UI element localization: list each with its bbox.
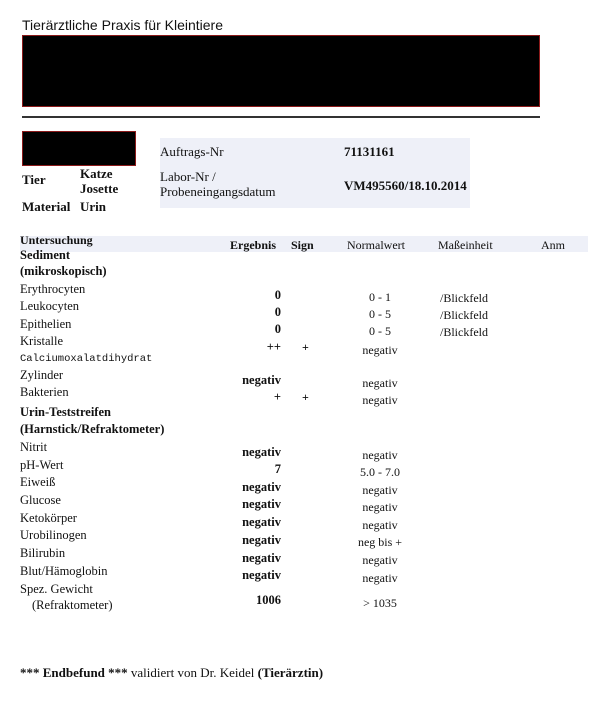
col-ergebnis: Ergebnis (230, 238, 277, 252)
row-name: Ketokörper (20, 511, 77, 525)
row-result: 0 (274, 305, 281, 319)
row-result: 1006 (256, 593, 281, 607)
header-rule (22, 116, 540, 118)
row-normal: neg bis + (357, 535, 403, 549)
row-name: Bilirubin (20, 546, 66, 560)
row-result: negativ (242, 551, 281, 565)
col-untersuchung: Untersuchung (20, 233, 93, 247)
row-normal: negativ (362, 393, 398, 407)
row-name: Eiweiß (20, 475, 56, 489)
material-value: Urin (80, 199, 106, 214)
row-normal: negativ (362, 500, 398, 514)
auftrag-label: Auftrags-Nr (160, 144, 224, 159)
kristalle-note: Calciumoxalatdihydrat (20, 353, 153, 365)
section-teststreifen: Urin-Teststreifen (20, 405, 111, 419)
tier-label: Tier (22, 172, 46, 187)
section-sediment: Sediment (20, 248, 70, 262)
col-masseinheit: Maßeinheit (438, 238, 493, 252)
row-name: Epithelien (20, 317, 72, 331)
row-normal: > 1035 (363, 596, 397, 610)
row-normal: negativ (362, 518, 398, 532)
row-result: negativ (242, 480, 281, 494)
section-teststreifen-sub: (Harnstick/Refraktometer) (20, 422, 165, 436)
row-result: + (273, 390, 281, 404)
row-name-sub: (Refraktometer) (32, 598, 113, 612)
tier-value: Katze (80, 166, 113, 181)
row-name: Blut/Hämoglobin (20, 564, 108, 578)
auftrag-value: 71131161 (344, 144, 395, 159)
section-sediment-sub: (mikroskopisch) (20, 264, 107, 278)
row-sign: + (302, 390, 309, 404)
row-normal: negativ (362, 553, 398, 567)
row-name: Leukocyten (20, 299, 80, 313)
redacted-address-block (22, 35, 540, 107)
redacted-owner-block (22, 131, 136, 166)
row-name: Spez. Gewicht (20, 582, 93, 596)
col-normalwert: Normalwert (347, 238, 405, 252)
row-result: negativ (242, 515, 281, 529)
row-name: Kristalle (20, 334, 64, 348)
row-name: Erythrocyten (20, 282, 86, 296)
row-result: negativ (242, 497, 281, 511)
row-name: pH-Wert (20, 458, 64, 472)
material-label: Material (22, 199, 71, 214)
row-result: ++ (266, 340, 281, 354)
row-normal: negativ (362, 448, 398, 462)
row-normal: negativ (362, 376, 398, 390)
col-anm: Anm (541, 238, 565, 252)
labor-value: VM495560/18.10.2014 (344, 178, 467, 193)
row-unit: /Blickfeld (440, 291, 488, 305)
row-result: 0 (274, 322, 281, 336)
row-result: 0 (274, 288, 281, 302)
row-normal: 0 - 5 (369, 307, 391, 321)
row-sign: + (302, 340, 309, 354)
row-normal: negativ (362, 571, 398, 585)
row-normal: 0 - 1 (369, 290, 391, 304)
row-normal: 0 - 5 (369, 324, 391, 338)
row-name: Glucose (20, 493, 61, 507)
labor-label-line1: Labor-Nr / (160, 169, 216, 184)
row-unit: /Blickfeld (440, 308, 488, 322)
row-name: Zylinder (20, 368, 64, 382)
row-name: Urobilinogen (20, 528, 87, 542)
animal-name: Josette (80, 181, 119, 196)
row-result: negativ (242, 568, 281, 582)
row-name: Bakterien (20, 385, 69, 399)
validiert-role: (Tierärztin) (257, 665, 324, 680)
labor-label-line2: Probeneingangsdatum (160, 184, 276, 199)
row-normal: 5.0 - 7.0 (360, 465, 400, 479)
row-result: 7 (274, 462, 281, 476)
row-result: negativ (242, 533, 281, 547)
practice-name: Tierärztliche Praxis für Kleintiere (22, 17, 223, 33)
footer (20, 665, 323, 681)
validiert-text: validiert von Dr. Keidel (130, 665, 255, 680)
row-unit: /Blickfeld (440, 325, 488, 339)
row-normal: negativ (362, 343, 398, 357)
row-result: negativ (242, 373, 281, 387)
col-sign: Sign (291, 238, 314, 252)
row-name: Nitrit (20, 440, 48, 454)
row-normal: negativ (362, 483, 398, 497)
endbefund-label: *** Endbefund *** (20, 665, 128, 680)
row-result: negativ (242, 445, 281, 459)
